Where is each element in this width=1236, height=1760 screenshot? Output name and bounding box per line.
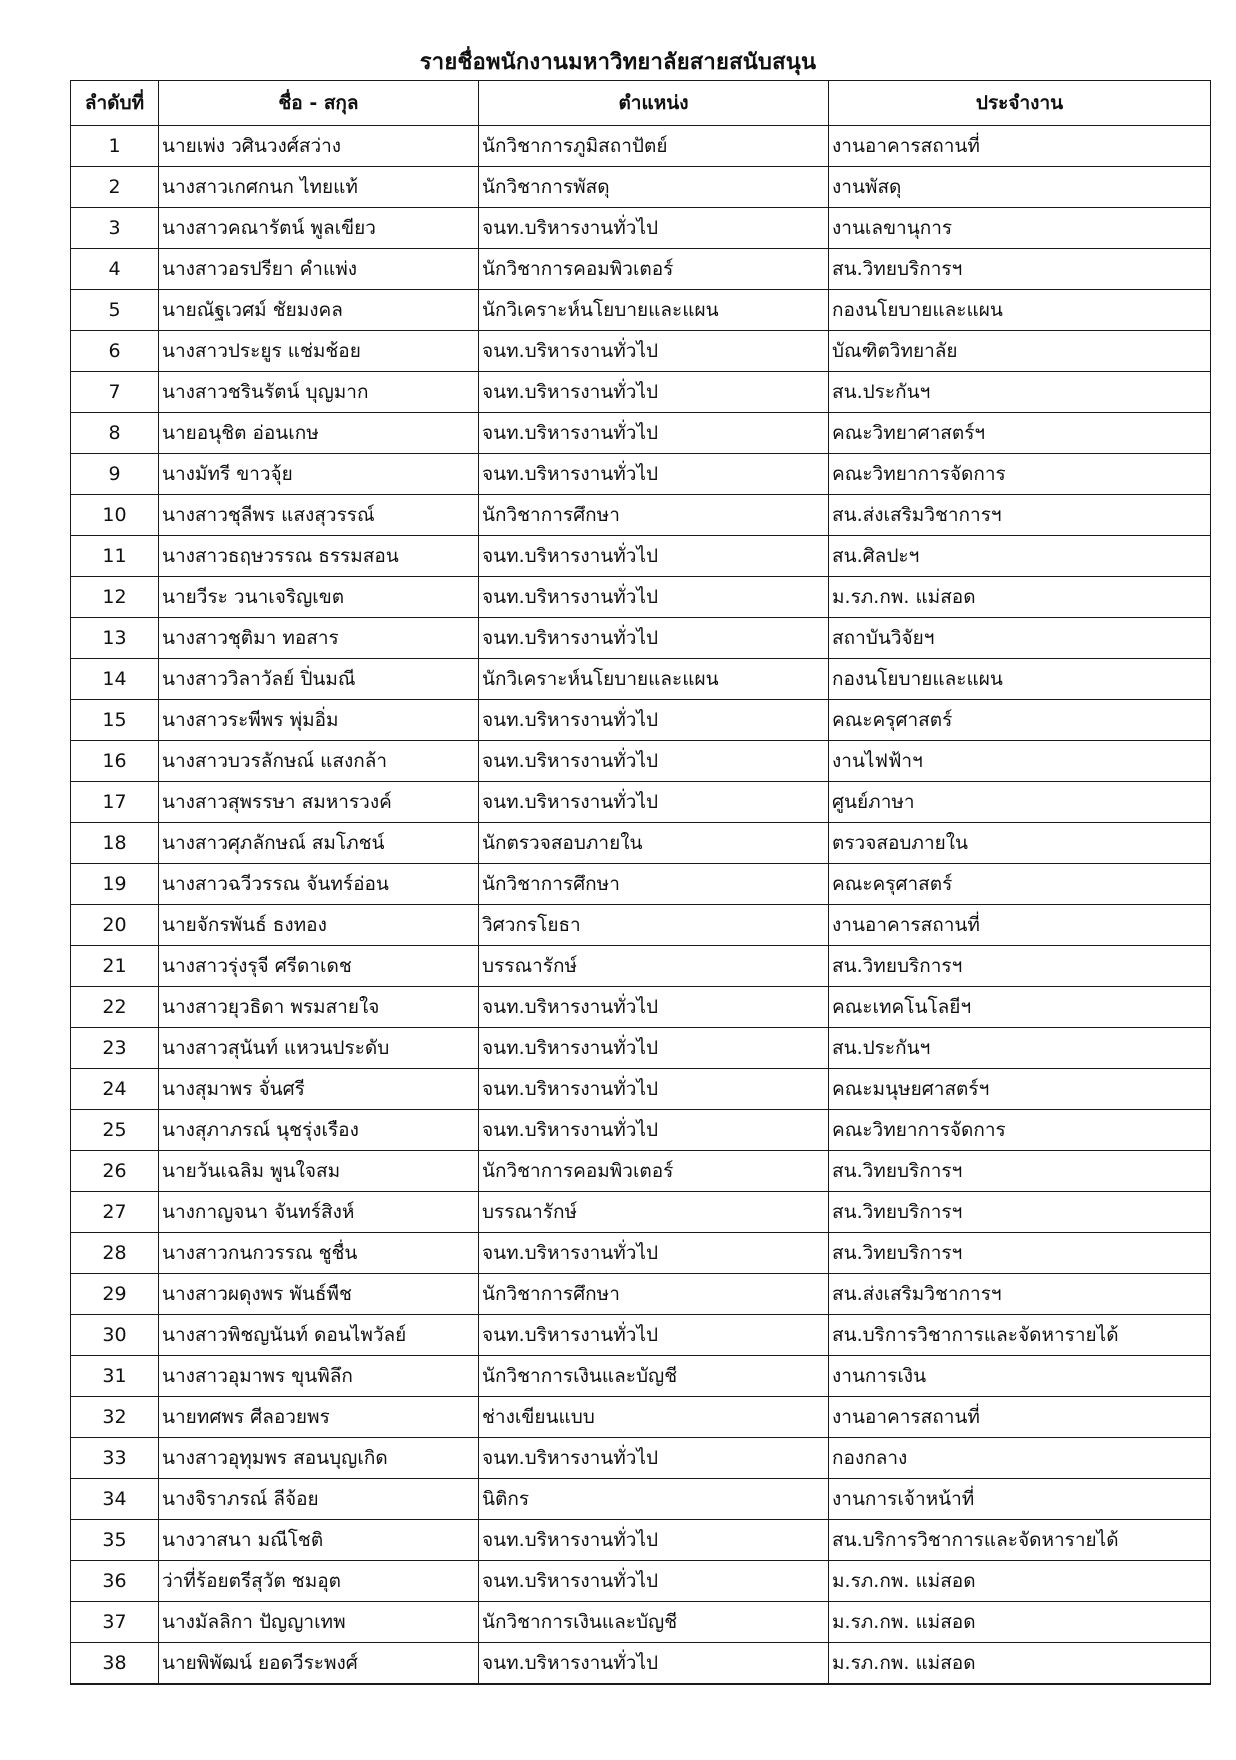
cell-position: บรรณารักษ์ <box>479 946 829 987</box>
cell-no: 32 <box>71 1397 159 1438</box>
cell-no: 25 <box>71 1110 159 1151</box>
cell-position: จนท.บริหารงานทั่วไป <box>479 454 829 495</box>
cell-name: นางสาวยุวธิดา พรมสายใจ <box>159 987 479 1028</box>
cell-name: นางสาวสุพรรษา สมหารวงค์ <box>159 782 479 823</box>
table-row <box>71 249 1211 290</box>
cell-no: 6 <box>71 331 159 372</box>
cell-position: จนท.บริหารงานทั่วไป <box>479 577 829 618</box>
cell-name: นางสาวเกศกนก ไทยแท้ <box>159 167 479 208</box>
cell-name: นายวีระ วนาเจริญเขต <box>159 577 479 618</box>
cell-position: นักวิเคราะห์นโยบายและแผน <box>479 659 829 700</box>
table-row <box>71 536 1211 577</box>
table-row <box>71 208 1211 249</box>
table-body <box>71 126 1211 1685</box>
cell-no: 29 <box>71 1274 159 1315</box>
cell-name: นางสาวอุมาพร ขุนพิลึก <box>159 1356 479 1397</box>
cell-position: จนท.บริหารงานทั่วไป <box>479 782 829 823</box>
cell-no: 4 <box>71 249 159 290</box>
cell-name: นางมัทรี ขาวจุ้ย <box>159 454 479 495</box>
cell-position: จนท.บริหารงานทั่วไป <box>479 372 829 413</box>
cell-position: นักวิชาการพัสดุ <box>479 167 829 208</box>
cell-department: กองนโยบายและแผน <box>829 290 1211 331</box>
cell-name: นายพิพัฒน์ ยอดวีระพงศ์ <box>159 1643 479 1685</box>
table-row <box>71 290 1211 331</box>
cell-no: 36 <box>71 1561 159 1602</box>
cell-name: นางสาวสุนันท์ แหวนประดับ <box>159 1028 479 1069</box>
cell-no: 14 <box>71 659 159 700</box>
table-row <box>71 1192 1211 1233</box>
table-row <box>71 946 1211 987</box>
table-row <box>71 1520 1211 1561</box>
cell-name: นางสาวอรปรียา คำแพ่ง <box>159 249 479 290</box>
cell-department: กองกลาง <box>829 1438 1211 1479</box>
cell-department: งานอาคารสถานที่ <box>829 1397 1211 1438</box>
cell-no: 2 <box>71 167 159 208</box>
table-row <box>71 1110 1211 1151</box>
cell-department: คณะเทคโนโลยีฯ <box>829 987 1211 1028</box>
cell-no: 15 <box>71 700 159 741</box>
cell-position: นักวิชาการคอมพิวเตอร์ <box>479 1151 829 1192</box>
cell-department: บัณฑิตวิทยาลัย <box>829 331 1211 372</box>
table-row <box>71 126 1211 167</box>
table-row <box>71 1274 1211 1315</box>
cell-no: 38 <box>71 1643 159 1685</box>
document-title: รายชื่อพนักงานมหาวิทยาลัยสายสนับสนุน <box>419 50 817 75</box>
cell-no: 13 <box>71 618 159 659</box>
cell-department: สน.ส่งเสริมวิชาการฯ <box>829 495 1211 536</box>
table-row <box>71 495 1211 536</box>
cell-position: จนท.บริหารงานทั่วไป <box>479 1643 829 1685</box>
cell-no: 23 <box>71 1028 159 1069</box>
cell-position: จนท.บริหารงานทั่วไป <box>479 1233 829 1274</box>
cell-name: นางกาญจนา จันทร์สิงห์ <box>159 1192 479 1233</box>
table-row <box>71 741 1211 782</box>
cell-no: 20 <box>71 905 159 946</box>
cell-department: งานไฟฟ้าฯ <box>829 741 1211 782</box>
cell-name: นางสาวคณารัตน์ พูลเขียว <box>159 208 479 249</box>
cell-no: 1 <box>71 126 159 167</box>
cell-no: 9 <box>71 454 159 495</box>
table-row <box>71 1315 1211 1356</box>
cell-department: สน.วิทยบริการฯ <box>829 1192 1211 1233</box>
header-name: ชื่อ - สกุล <box>159 81 479 126</box>
cell-name: นางสาวชรินรัตน์ บุญมาก <box>159 372 479 413</box>
cell-name: นางสาวอุทุมพร สอนบุญเกิด <box>159 1438 479 1479</box>
cell-position: นักวิชาการศึกษา <box>479 864 829 905</box>
table-row <box>71 905 1211 946</box>
cell-department: คณะครุศาสตร์ <box>829 700 1211 741</box>
table-row <box>71 659 1211 700</box>
cell-position: จนท.บริหารงานทั่วไป <box>479 1028 829 1069</box>
cell-position: จนท.บริหารงานทั่วไป <box>479 1438 829 1479</box>
cell-name: นายทศพร ศีลอวยพร <box>159 1397 479 1438</box>
table-row <box>71 1397 1211 1438</box>
cell-position: นักวิชาการเงินและบัญชี <box>479 1356 829 1397</box>
cell-department: งานการเจ้าหน้าที่ <box>829 1479 1211 1520</box>
cell-no: 27 <box>71 1192 159 1233</box>
cell-no: 8 <box>71 413 159 454</box>
table-header-row <box>71 81 1211 126</box>
cell-name: นางสาวธฤษวรรณ ธรรมสอน <box>159 536 479 577</box>
cell-no: 28 <box>71 1233 159 1274</box>
cell-name: นายเพ่ง วศินวงศ์สว่าง <box>159 126 479 167</box>
cell-no: 16 <box>71 741 159 782</box>
cell-position: จนท.บริหารงานทั่วไป <box>479 1561 829 1602</box>
cell-department: สน.ประกันฯ <box>829 372 1211 413</box>
cell-department: ม.รภ.กพ. แม่สอด <box>829 1643 1211 1685</box>
cell-position: นักวิชาการเงินและบัญชี <box>479 1602 829 1643</box>
header-position: ตำแหน่ง <box>479 81 829 126</box>
cell-department: สน.บริการวิชาการและจัดหารายได้ <box>829 1315 1211 1356</box>
cell-name: นางสาวศุภลักษณ์ สมโภชน์ <box>159 823 479 864</box>
cell-name: นางสาวชุลีพร แสงสุวรรณ์ <box>159 495 479 536</box>
cell-position: นักวิชาการภูมิสถาปัตย์ <box>479 126 829 167</box>
table-row <box>71 1602 1211 1643</box>
cell-department: งานอาคารสถานที่ <box>829 126 1211 167</box>
cell-department: ตรวจสอบภายใน <box>829 823 1211 864</box>
cell-department: คณะวิทยาศาสตร์ฯ <box>829 413 1211 454</box>
cell-no: 30 <box>71 1315 159 1356</box>
cell-name: ว่าที่ร้อยตรีสุวัต ชมอุต <box>159 1561 479 1602</box>
cell-no: 31 <box>71 1356 159 1397</box>
cell-department: งานเลขานุการ <box>829 208 1211 249</box>
table-row <box>71 577 1211 618</box>
cell-department: คณะวิทยาการจัดการ <box>829 454 1211 495</box>
table-row <box>71 331 1211 372</box>
table-row <box>71 1561 1211 1602</box>
cell-no: 3 <box>71 208 159 249</box>
cell-no: 35 <box>71 1520 159 1561</box>
cell-no: 18 <box>71 823 159 864</box>
cell-department: คณะครุศาสตร์ <box>829 864 1211 905</box>
cell-position: นิติกร <box>479 1479 829 1520</box>
cell-position: จนท.บริหารงานทั่วไป <box>479 208 829 249</box>
cell-position: จนท.บริหารงานทั่วไป <box>479 700 829 741</box>
cell-department: ม.รภ.กพ. แม่สอด <box>829 577 1211 618</box>
cell-department: ม.รภ.กพ. แม่สอด <box>829 1602 1211 1643</box>
table-row <box>71 1069 1211 1110</box>
cell-position: นักตรวจสอบภายใน <box>479 823 829 864</box>
cell-no: 7 <box>71 372 159 413</box>
cell-position: จนท.บริหารงานทั่วไป <box>479 413 829 454</box>
header-department: ประจำงาน <box>829 81 1211 126</box>
table-row <box>71 1438 1211 1479</box>
cell-name: นางสุมาพร จั่นศรี <box>159 1069 479 1110</box>
cell-department: สน.วิทยบริการฯ <box>829 1233 1211 1274</box>
cell-position: จนท.บริหารงานทั่วไป <box>479 618 829 659</box>
table-row <box>71 823 1211 864</box>
cell-department: ศูนย์ภาษา <box>829 782 1211 823</box>
cell-name: นายจักรพันธ์ ธงทอง <box>159 905 479 946</box>
cell-no: 33 <box>71 1438 159 1479</box>
cell-department: กองนโยบายและแผน <box>829 659 1211 700</box>
cell-position: จนท.บริหารงานทั่วไป <box>479 741 829 782</box>
cell-position: นักวิเคราะห์นโยบายและแผน <box>479 290 829 331</box>
table-row <box>71 987 1211 1028</box>
cell-name: นางสาวระพีพร พุ่มอิ่ม <box>159 700 479 741</box>
cell-name: นายวันเฉลิม พูนใจสม <box>159 1151 479 1192</box>
cell-name: นางจิราภรณ์ ลีจ้อย <box>159 1479 479 1520</box>
cell-department: สน.ส่งเสริมวิชาการฯ <box>829 1274 1211 1315</box>
cell-name: นางมัลลิกา ปัญญาเทพ <box>159 1602 479 1643</box>
cell-position: จนท.บริหารงานทั่วไป <box>479 536 829 577</box>
cell-name: นางสาวรุ่งรุจี ศรีดาเดช <box>159 946 479 987</box>
cell-department: สน.วิทยบริการฯ <box>829 946 1211 987</box>
cell-position: ช่างเขียนแบบ <box>479 1397 829 1438</box>
cell-name: นางสุภาภรณ์ นุชรุ่งเรือง <box>159 1110 479 1151</box>
table-row <box>71 1643 1211 1685</box>
table-row <box>71 864 1211 905</box>
table-row <box>71 372 1211 413</box>
cell-position: จนท.บริหารงานทั่วไป <box>479 987 829 1028</box>
cell-name: นายอนุชิต อ่อนเกษ <box>159 413 479 454</box>
cell-department: สน.ประกันฯ <box>829 1028 1211 1069</box>
table-row <box>71 454 1211 495</box>
table-row <box>71 618 1211 659</box>
table-row <box>71 1233 1211 1274</box>
cell-department: สน.บริการวิชาการและจัดหารายได้ <box>829 1520 1211 1561</box>
staff-table <box>70 80 1211 1685</box>
cell-name: นางสาวกนกวรรณ ชูชื่น <box>159 1233 479 1274</box>
cell-department: สถาบันวิจัยฯ <box>829 618 1211 659</box>
cell-name: นางสาววิลาวัลย์ ปิ่นมณี <box>159 659 479 700</box>
cell-no: 17 <box>71 782 159 823</box>
cell-no: 12 <box>71 577 159 618</box>
cell-position: นักวิชาการศึกษา <box>479 495 829 536</box>
cell-no: 19 <box>71 864 159 905</box>
cell-position: จนท.บริหารงานทั่วไป <box>479 331 829 372</box>
cell-no: 5 <box>71 290 159 331</box>
cell-no: 22 <box>71 987 159 1028</box>
cell-position: นักวิชาการคอมพิวเตอร์ <box>479 249 829 290</box>
cell-department: งานการเงิน <box>829 1356 1211 1397</box>
cell-no: 10 <box>71 495 159 536</box>
cell-name: นางสาวชุติมา ทอสาร <box>159 618 479 659</box>
cell-name: นางสาวพิชญนันท์ ดอนไพวัลย์ <box>159 1315 479 1356</box>
cell-position: จนท.บริหารงานทั่วไป <box>479 1520 829 1561</box>
cell-position: นักวิชาการศึกษา <box>479 1274 829 1315</box>
cell-no: 34 <box>71 1479 159 1520</box>
cell-department: งานพัสดุ <box>829 167 1211 208</box>
cell-department: สน.ศิลปะฯ <box>829 536 1211 577</box>
table-row <box>71 1356 1211 1397</box>
table-row <box>71 167 1211 208</box>
cell-department: คณะมนุษยศาสตร์ฯ <box>829 1069 1211 1110</box>
cell-name: นางสาวบวรลักษณ์ แสงกล้า <box>159 741 479 782</box>
cell-name: นางวาสนา มณีโชติ <box>159 1520 479 1561</box>
cell-position: วิศวกรโยธา <box>479 905 829 946</box>
cell-no: 24 <box>71 1069 159 1110</box>
cell-department: งานอาคารสถานที่ <box>829 905 1211 946</box>
table-row <box>71 700 1211 741</box>
table-row <box>71 413 1211 454</box>
cell-position: จนท.บริหารงานทั่วไป <box>479 1110 829 1151</box>
cell-department: ม.รภ.กพ. แม่สอด <box>829 1561 1211 1602</box>
cell-position: จนท.บริหารงานทั่วไป <box>479 1315 829 1356</box>
table-row <box>71 1151 1211 1192</box>
cell-no: 11 <box>71 536 159 577</box>
cell-no: 21 <box>71 946 159 987</box>
cell-name: นางสาวประยูร แช่มช้อย <box>159 331 479 372</box>
cell-department: สน.วิทยบริการฯ <box>829 1151 1211 1192</box>
table-row <box>71 782 1211 823</box>
header-no: ลำดับที่ <box>71 81 159 126</box>
table-row <box>71 1028 1211 1069</box>
cell-department: สน.วิทยบริการฯ <box>829 249 1211 290</box>
table-row <box>71 1479 1211 1520</box>
cell-name: นายณัฐเวศม์ ชัยมงคล <box>159 290 479 331</box>
cell-position: จนท.บริหารงานทั่วไป <box>479 1069 829 1110</box>
cell-position: บรรณารักษ์ <box>479 1192 829 1233</box>
cell-name: นางสาวฉวีวรรณ จันทร์อ่อน <box>159 864 479 905</box>
cell-name: นางสาวผดุงพร พันธ์พืช <box>159 1274 479 1315</box>
cell-no: 37 <box>71 1602 159 1643</box>
cell-no: 26 <box>71 1151 159 1192</box>
cell-department: คณะวิทยาการจัดการ <box>829 1110 1211 1151</box>
